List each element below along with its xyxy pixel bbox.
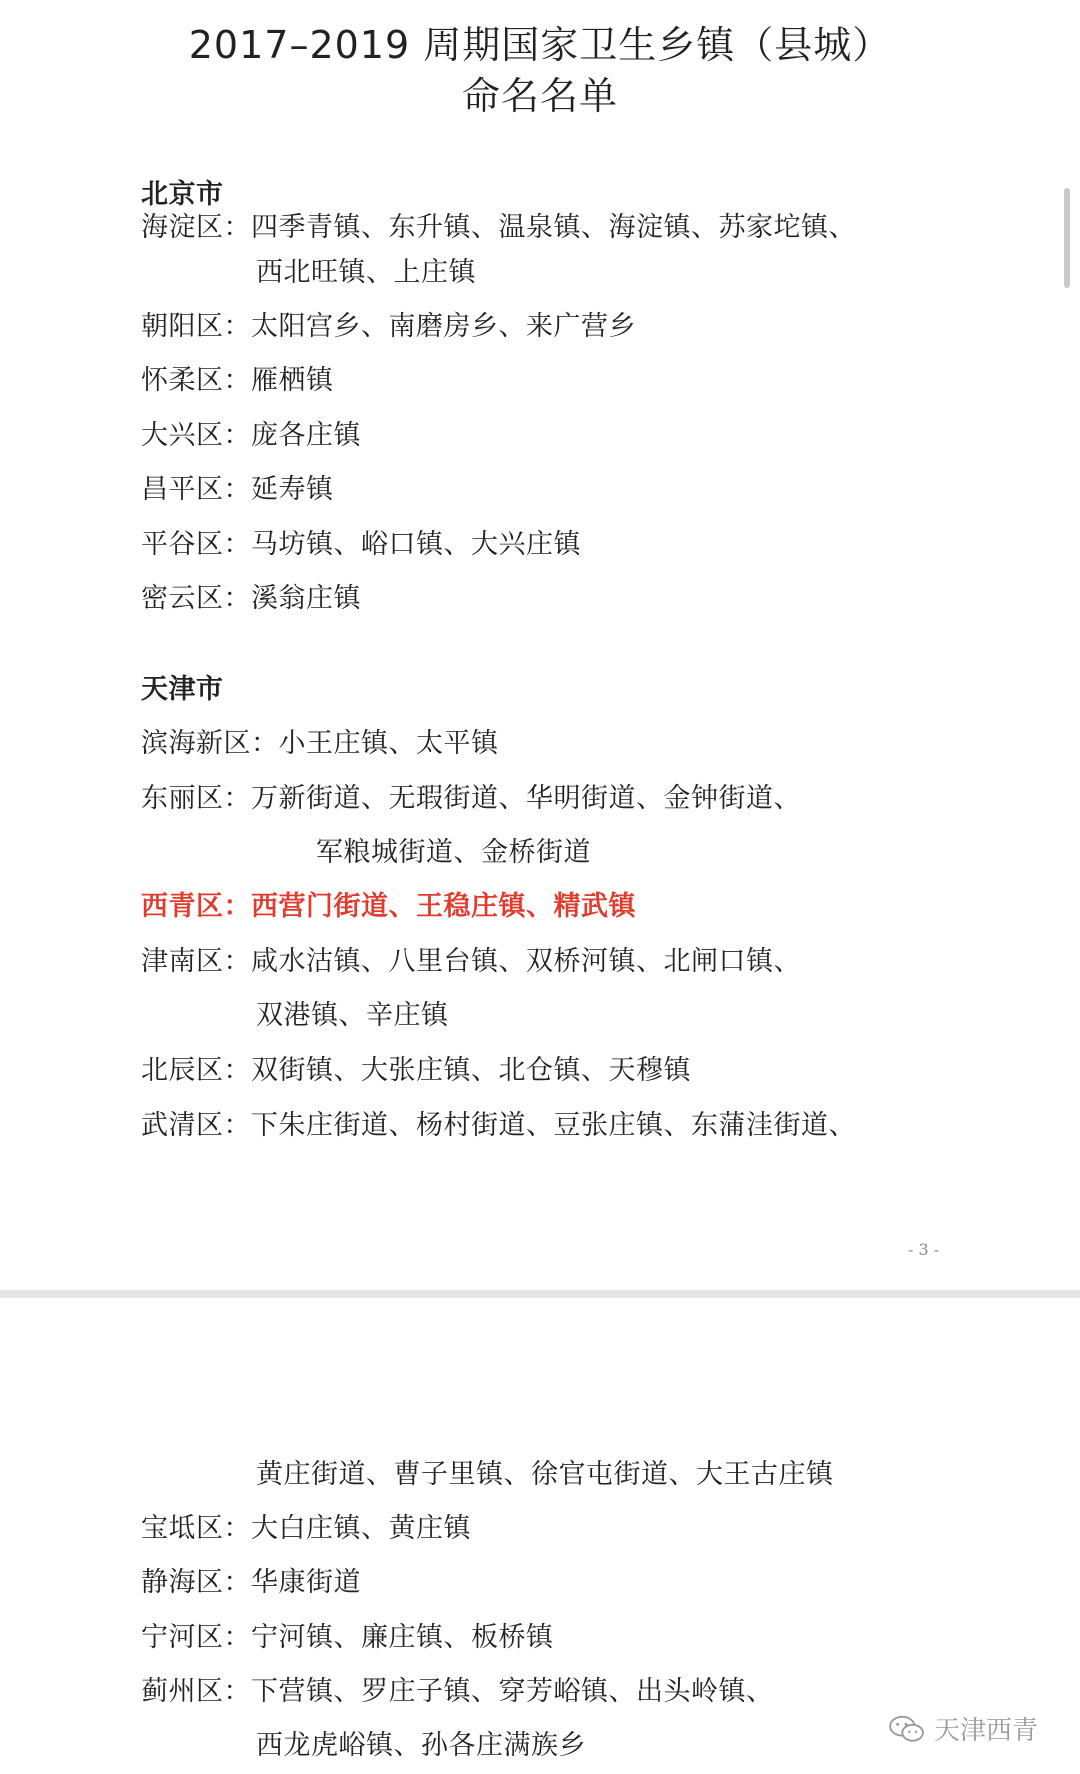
district-line-changping: 昌平区：延寿镇	[141, 474, 334, 505]
district-line-binhai: 滨海新区：小王庄镇、太平镇	[141, 728, 499, 759]
district-line-wuqing-cont: 黄庄街道、曹子里镇、徐官屯街道、大王古庄镇	[256, 1459, 834, 1490]
district-line-ninghe: 宁河区：宁河镇、廉庄镇、板桥镇	[141, 1622, 554, 1653]
district-line-dongli-cont: 军粮城街道、金桥街道	[316, 837, 591, 868]
watermark-text: 天津西青	[934, 1716, 1039, 1746]
district-line-haidian-cont: 西北旺镇、上庄镇	[256, 257, 476, 288]
district-line-jizhou: 蓟州区：下营镇、罗庄子镇、穿芳峪镇、出头岭镇、	[141, 1676, 774, 1707]
district-line-daxing: 大兴区：庞各庄镇	[141, 420, 361, 451]
district-line-baodi: 宝坻区：大白庄镇、黄庄镇	[141, 1513, 471, 1544]
document-subtitle: 命名名单	[461, 74, 618, 118]
document-title: 2017–2019 周期国家卫生乡镇（县城）	[188, 23, 892, 67]
district-line-jinghai: 静海区：华康街道	[141, 1567, 361, 1598]
vertical-scrollbar[interactable]	[1064, 188, 1070, 288]
page-number: - 3 -	[908, 1240, 940, 1259]
district-line-xiqing-highlighted: 西青区：西营门街道、王稳庄镇、精武镇	[141, 891, 636, 922]
city-heading-tianjin: 天津市	[141, 674, 224, 705]
district-line-dongli: 东丽区：万新街道、无瑕街道、华明街道、金钟街道、	[141, 783, 801, 814]
watermark	[888, 1710, 1038, 1747]
district-line-huairou: 怀柔区：雁栖镇	[141, 365, 334, 396]
page-divider	[0, 1290, 1080, 1298]
city-heading-beijing: 北京市	[141, 179, 224, 210]
district-line-jinnan: 津南区：咸水沽镇、八里台镇、双桥河镇、北闸口镇、	[141, 946, 801, 977]
district-line-haidian: 海淀区：四季青镇、东升镇、温泉镇、海淀镇、苏家坨镇、	[141, 212, 856, 243]
district-line-chaoyang: 朝阳区：太阳宫乡、南磨房乡、来广营乡	[141, 311, 636, 342]
district-line-pinggu: 平谷区：马坊镇、峪口镇、大兴庄镇	[141, 529, 581, 560]
wechat-icon	[888, 1714, 926, 1744]
district-line-jizhou-cont: 西龙虎峪镇、孙各庄满族乡	[256, 1730, 586, 1761]
district-line-jinnan-cont: 双港镇、辛庄镇	[256, 1000, 449, 1031]
district-line-beichen: 北辰区：双街镇、大张庄镇、北仓镇、天穆镇	[141, 1055, 691, 1086]
district-line-wuqing: 武清区：下朱庄街道、杨村街道、豆张庄镇、东蒲洼街道、	[141, 1110, 856, 1141]
document-page-2	[0, 1298, 1080, 1774]
district-line-miyun: 密云区：溪翁庄镇	[141, 583, 361, 614]
